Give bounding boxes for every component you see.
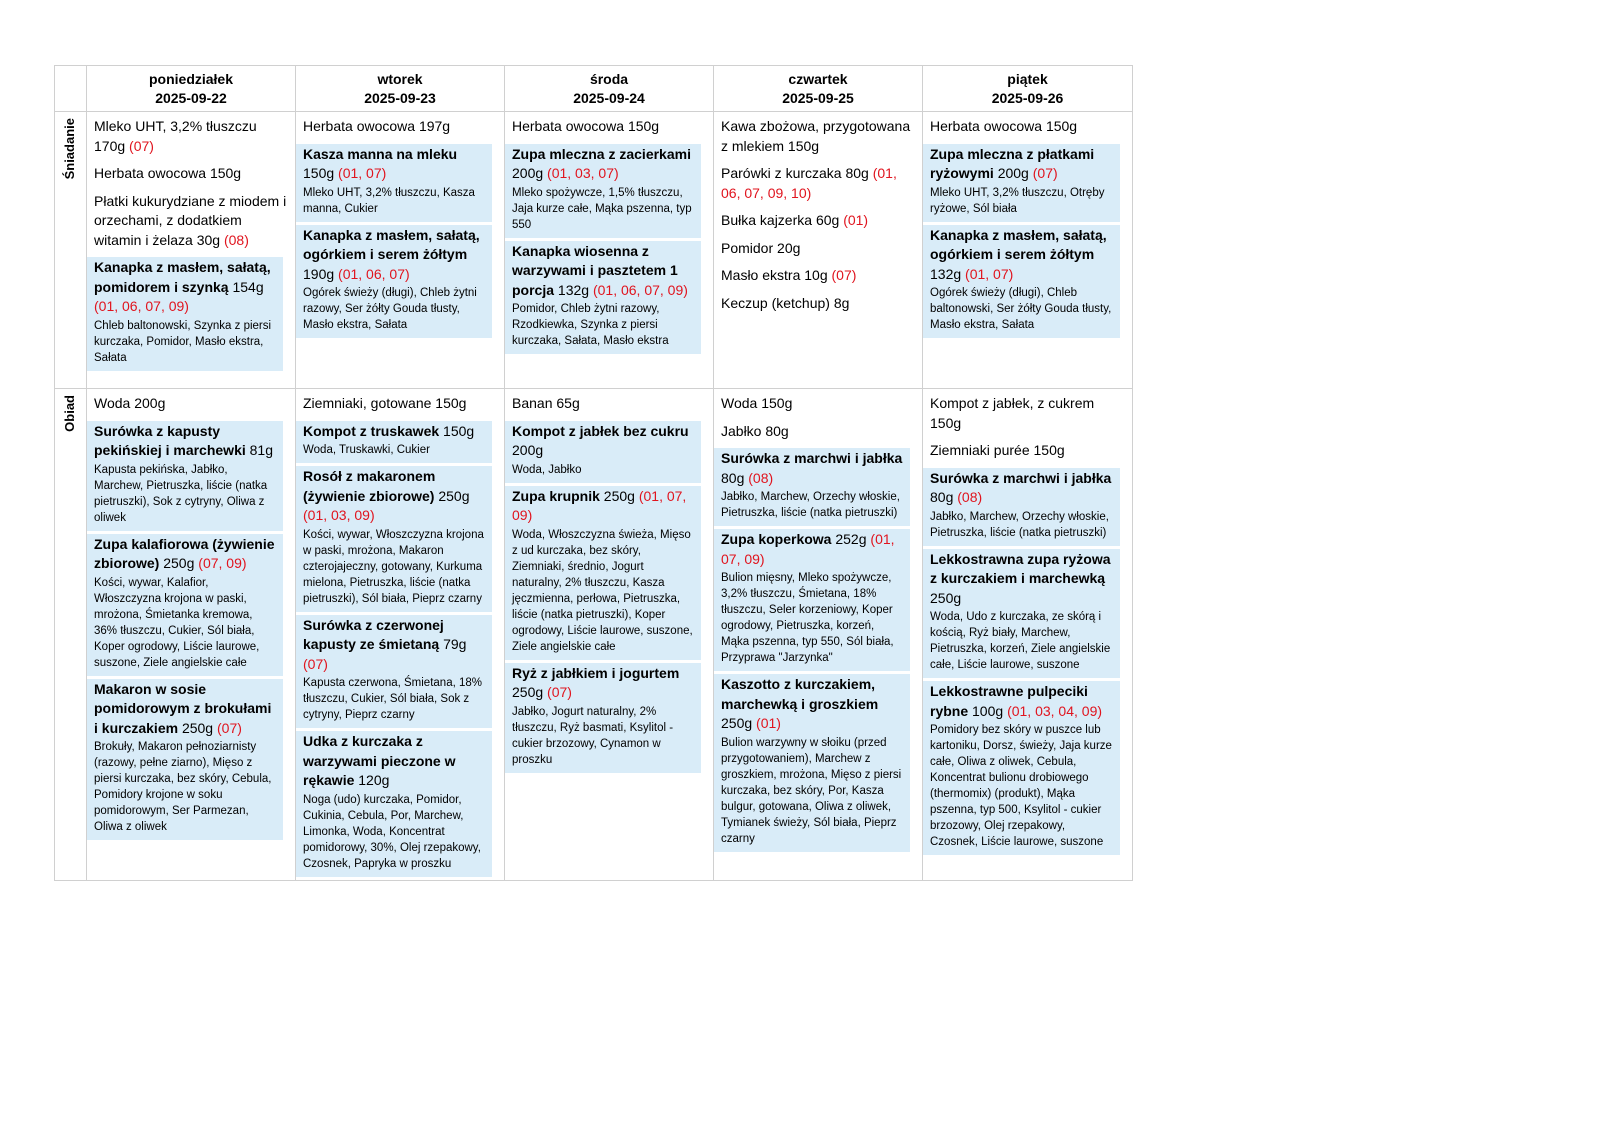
menu-item — [923, 116, 1132, 141]
portion: 150g — [627, 118, 660, 134]
menu-item — [714, 163, 922, 207]
day-cell — [296, 389, 505, 881]
dish-name: Kawa zbożowa, przygotowana z mlekiem — [721, 118, 911, 154]
menu-item — [923, 549, 1120, 679]
menu-item — [296, 225, 492, 339]
dish-name: Bułka kajzerka — [721, 212, 813, 228]
day-cell — [87, 112, 296, 389]
dish-name: Herbata owocowa — [930, 118, 1043, 134]
menu-item — [296, 731, 492, 877]
portion: 250g — [438, 487, 470, 504]
day-cell — [714, 389, 923, 881]
dish-name: Kompot z truskawek — [303, 422, 440, 439]
portion: 30g — [196, 231, 221, 248]
allergens: (01, 03, 04, 09) — [1007, 702, 1103, 719]
day-name: piątek — [1007, 71, 1048, 87]
dish-name: Jabłko — [721, 422, 762, 439]
day-cell — [714, 112, 923, 389]
meal-row-breakfast — [55, 112, 1133, 389]
allergens: (07) — [1032, 165, 1058, 181]
dish-name: Ziemniaki purée — [930, 442, 1030, 458]
allergens: (08) — [223, 231, 249, 248]
dish-name: Kanapka wiosenna z warzywami i pasztetem 1 porcja — [512, 242, 678, 298]
allergens: (08) — [957, 489, 983, 505]
menu-item — [714, 674, 910, 852]
menu-item — [923, 144, 1120, 222]
portion: 150g — [787, 137, 820, 154]
allergens: (07) — [831, 267, 857, 283]
portion: 200g — [512, 165, 544, 181]
day-cell — [505, 389, 714, 881]
day-header — [87, 66, 296, 112]
ingredients: Jabłko, Jogurt naturalny, 2% tłuszczu, Ryż basmati, Ksylitol - cukier brzozowy, Cynamon w proszku — [512, 705, 674, 766]
dish-name: Herbata owocowa — [94, 165, 207, 181]
ingredients: Ogórek świeży (długi), Chleb żytni razowy, Ser żółty Gouda tłusty, Masło ekstra, Sałata — [303, 287, 477, 331]
portion: 200g — [134, 395, 166, 411]
portion: 150g — [303, 165, 335, 181]
portion: 80g — [721, 469, 745, 486]
menu-item — [923, 468, 1120, 546]
meal-label-cell — [55, 389, 87, 881]
menu-item — [87, 257, 283, 371]
meal-label: Obiad — [62, 395, 77, 432]
menu-item — [714, 529, 910, 671]
day-cell — [87, 389, 296, 881]
menu-item — [923, 440, 1132, 465]
menu-item — [714, 116, 922, 160]
dish-name: Kanapka z masłem, sałatą, pomidorem i szynką — [94, 259, 271, 295]
allergens: (01) — [756, 715, 781, 731]
menu-item — [505, 421, 701, 483]
allergens: (07) — [217, 719, 242, 736]
menu-item — [923, 393, 1132, 437]
ingredients: Brokuły, Makaron pełnoziarnisty (razowy, pełne ziarno), Mięso z piersi kurczaka, bez skóry, Cebula, Pomidory krojone w soku pomidorowym, Ser Parmezan, Oliwa z oliwek — [94, 741, 272, 833]
portion: 150g — [1033, 442, 1065, 458]
ingredients: Kości, wywar, Kalafior, Włoszczyzna krojona w paski, mrożona, Śmietanka kremowa, 36% tłuszczu, Cukier, Sól biała, Koper ogrodowy, Liście laurowe, suszone, Ziele angielskie całe — [94, 576, 260, 669]
dish-name: Zupa mleczna z zacierkami — [512, 145, 691, 162]
day-name: środa — [589, 71, 629, 87]
corner-cell — [55, 66, 87, 112]
meal-row-lunch — [55, 389, 1133, 881]
menu-item — [505, 393, 713, 418]
dish-name: Kompot z jabłek bez cukru — [512, 422, 689, 439]
menu-item — [714, 293, 922, 318]
allergens: (01) — [843, 212, 869, 228]
portion: 80g — [930, 489, 954, 505]
portion: 150g — [930, 414, 962, 431]
day-date: 2025-09-26 — [991, 90, 1064, 106]
day-header — [296, 66, 505, 112]
menu-item — [296, 393, 504, 418]
menu-item — [296, 466, 492, 612]
dish-name: Woda — [721, 395, 758, 411]
ingredients: Pomidor, Chleb żytni razowy, Rzodkiewka, Szynka z piersi kurczaka, Sałata, Masło ekstra — [512, 303, 669, 347]
dish-name: Kasza manna na mleku — [303, 145, 458, 162]
allergens: (01, 07, 09) — [512, 487, 687, 523]
dish-name: Kaszotto z kurczakiem, marchewką i groszkiem — [721, 676, 879, 712]
portion: 81g — [249, 442, 273, 458]
menu-item — [505, 486, 701, 660]
dish-name: Zupa koperkowa — [721, 531, 832, 547]
allergens: (07, 09) — [198, 555, 247, 571]
allergens: (01, 03, 09) — [303, 507, 375, 523]
day-date: 2025-09-22 — [155, 90, 227, 106]
dish-name: Makaron w sosie pomidorowym z brokułami i kurczakiem — [94, 680, 272, 736]
portion: 250g — [163, 555, 195, 571]
menu-item — [87, 163, 295, 188]
allergens: (01, 07) — [338, 165, 387, 181]
menu-item — [714, 238, 922, 263]
portion: 100g — [972, 702, 1004, 719]
portion: 250g — [512, 684, 544, 700]
menu-item — [505, 663, 701, 773]
day-header — [714, 66, 923, 112]
dish-name: Ziemniaki, gotowane — [303, 395, 432, 411]
meal-label: Śniadanie — [62, 118, 77, 180]
dish-name: Surówka z czerwonej kapusty ze śmietaną — [303, 616, 444, 652]
dish-name: Surówka z marchwi i jabłka — [721, 450, 903, 466]
day-cell — [923, 112, 1133, 389]
day-name: czwartek — [788, 71, 848, 87]
day-cell — [923, 389, 1133, 881]
dish-name: Kanapka z masłem, sałatą, ogórkiem i serem żółtym — [303, 226, 480, 262]
ingredients: Kości, wywar, Włoszczyzna krojona w paski, mrożona, Makaron czterojajeczny, gotowany, Kurkuma mielona, Pietruszka, liście (natka pietruszki), Sól biała, Pieprz czarny — [303, 528, 484, 605]
allergens: (01, 07, 09) — [721, 531, 895, 567]
dish-name: Surówka z marchwi i jabłka — [930, 469, 1112, 486]
dish-name: Woda — [94, 395, 131, 411]
menu-item — [87, 191, 295, 255]
dish-name: Parówki z kurczaka — [721, 165, 842, 181]
allergens: (07) — [303, 655, 328, 672]
portion: 120g — [358, 772, 390, 788]
ingredients: Bulion warzywny w słoiku (przed przygotowaniem), Marchew z groszkiem, mrożona, Mięso z piersi kurczaka, bez skóry, Por, Kasza bulgur, gotowana, Oliwa z oliwek, Tymianek świeży, Sól biała, Pieprz czarny — [721, 736, 902, 845]
dish-name: Lekkostrawne pulpeciki rybne — [930, 683, 1088, 719]
menu-item — [505, 144, 701, 238]
portion: 132g — [930, 265, 962, 282]
menu-item — [87, 679, 283, 841]
day-date: 2025-09-23 — [364, 90, 436, 106]
portion: 20g — [777, 239, 801, 256]
portion: 150g — [443, 422, 475, 439]
menu-item — [505, 116, 713, 141]
ingredients: Bulion mięsny, Mleko spożywcze, 3,2% tłuszczu, Śmietana, 18% tłuszczu, Seler korzeniowy, Koper ogrodowy, Pietruszka, korzeń, Mąka pszenna, typ 550, Sól biała, Przyprawa "Jarzynka" — [721, 572, 894, 664]
portion: 252g — [835, 531, 867, 547]
dish-name: Masło ekstra — [721, 267, 801, 283]
day-name: poniedziałek — [148, 71, 234, 87]
portion: 250g — [721, 715, 753, 731]
menu-item — [296, 421, 492, 464]
dish-name: Banan — [512, 395, 553, 411]
dish-name: Płatki kukurydziane z miodem i orzechami, z dodatkiem witamin i żelaza — [94, 192, 287, 248]
portion: 200g — [997, 165, 1029, 181]
portion: 150g — [761, 395, 793, 411]
portion: 250g — [603, 487, 635, 504]
ingredients: Woda, Udo z kurczaka, ze skórą i kością, Ryż biały, Marchew, Pietruszka, korzeń, Ziele angielskie całe, Liście laurowe, suszone — [930, 611, 1111, 671]
ingredients: Noga (udo) kurczaka, Pomidor, Cukinia, Cebula, Por, Marchew, Limonka, Woda, Koncentrat pomidorowy, 30%, Olej rzepakowy, Czosnek, Papryka w proszku — [303, 793, 481, 870]
portion: 190g — [303, 265, 335, 282]
day-header — [923, 66, 1133, 112]
dish-name: Mleko UHT, 3,2% tłuszczu — [94, 118, 257, 134]
menu-table — [54, 65, 1133, 881]
menu-item — [296, 615, 492, 729]
ingredients: Kapusta czerwona, Śmietana, 18% tłuszczu, Cukier, Sól biała, Sok z cytryny, Pieprz czarny — [303, 677, 482, 721]
dish-name: Zupa krupnik — [512, 487, 600, 504]
menu-item — [714, 448, 910, 526]
dish-name: Lekkostrawna zupa ryżowa z kurczakiem i marchewką — [930, 550, 1111, 586]
ingredients: Woda, Jabłko — [512, 463, 582, 476]
portion: 150g — [1045, 118, 1078, 134]
dish-name: Pomidor — [721, 239, 774, 256]
allergens: (01, 06, 07) — [338, 265, 410, 282]
portion: 150g — [209, 165, 242, 181]
day-name: wtorek — [377, 71, 423, 87]
dish-name: Ryż z jabłkiem i jogurtem — [512, 664, 680, 681]
ingredients: Jabłko, Marchew, Orzechy włoskie, Pietruszka, liście (natka pietruszki) — [930, 510, 1109, 539]
portion: 8g — [833, 294, 850, 311]
menu-item — [923, 681, 1120, 855]
day-cell — [296, 112, 505, 389]
allergens: (08) — [748, 469, 774, 486]
portion: 80g — [845, 165, 869, 181]
portion: 150g — [435, 395, 467, 411]
menu-item — [87, 393, 295, 418]
menu-item — [296, 116, 504, 141]
ingredients: Chleb baltonowski, Szynka z piersi kurczaka, Pomidor, Masło ekstra, Sałata — [94, 319, 272, 364]
dish-name: Zupa mleczna z płatkami ryżowymi — [930, 145, 1095, 181]
dish-name: Rosół z makaronem (żywienie zbiorowe) — [303, 468, 436, 504]
portion: 132g — [557, 281, 590, 298]
portion: 200g — [512, 442, 544, 458]
portion: 250g — [930, 589, 962, 606]
meal-label-cell — [55, 112, 87, 389]
menu-item — [714, 393, 922, 418]
ingredients: Jabłko, Marchew, Orzechy włoskie, Pietruszka, liście (natka pietruszki) — [721, 491, 900, 519]
menu-item — [714, 421, 922, 446]
dish-name: Zupa kalafiorowa (żywienie zbiorowe) — [94, 535, 275, 571]
dish-name: Kanapka z masłem, sałatą, ogórkiem i serem żółtym — [930, 226, 1107, 262]
menu-item — [714, 265, 922, 290]
header-row — [55, 66, 1133, 112]
ingredients: Woda, Włoszczyzna świeża, Mięso z ud kurczaka, bez skóry, Ziemniaki, średnio, Jogurt naturalny, 2% tłuszczu, Kasza jęczmienna, perłowa, Pietruszka, liście (natka pietruszki), Koper ogrodowy, Liście laurowe, suszone, Ziele angielskie całe — [512, 528, 693, 653]
portion: 170g — [94, 137, 126, 154]
portion: 250g — [181, 719, 214, 736]
menu-item — [87, 534, 283, 676]
day-date: 2025-09-24 — [573, 90, 645, 106]
portion: 65g — [556, 395, 580, 411]
dish-name: Keczup (ketchup) — [721, 294, 830, 311]
allergens: (01, 06, 07, 09) — [592, 281, 688, 298]
day-date: 2025-09-25 — [782, 90, 854, 106]
dish-name: Herbata owocowa — [303, 118, 416, 134]
ingredients: Mleko spożywcze, 1,5% tłuszczu, Jaja kurze całe, Mąka pszenna, typ 550 — [512, 186, 692, 231]
ingredients: Pomidory bez skóry w puszce lub kartoniku, Dorsz, świeży, Jaja kurze całe, Oliwa z oliwek, Cebula, Koncentrat bulionu drobiowego (thermomix) (produkt), Mąka pszenna, typ 500, Ksylitol - cukier brzozowy, Olej rzepakowy, Czosnek, Liście laurowe, suszone — [930, 724, 1112, 848]
ingredients: Woda, Truskawki, Cukier — [303, 444, 430, 456]
dish-name: Surówka z kapusty pekińskiej i marchewki — [94, 422, 246, 458]
portion: 60g — [815, 212, 840, 228]
portion: 197g — [418, 118, 451, 134]
ingredients: Kapusta pekińska, Jabłko, Marchew, Pietruszka, liście (natka pietruszki), Sok z cytryny, Oliwa z oliwek — [94, 463, 268, 524]
dish-name: Herbata owocowa — [512, 118, 625, 134]
ingredients: Ogórek świeży (długi), Chleb baltonowski, Ser żółty Gouda tłusty, Masło ekstra, Sałata — [930, 287, 1112, 331]
allergens: (01, 06, 07, 09) — [94, 298, 189, 314]
allergens: (01, 06, 07, 09, 10) — [721, 165, 897, 201]
portion: 80g — [765, 422, 789, 439]
menu-item — [714, 210, 922, 235]
ingredients: Mleko UHT, 3,2% tłuszczu, Kasza manna, Cukier — [303, 186, 475, 215]
menu-item — [505, 241, 701, 355]
day-cell — [505, 112, 714, 389]
allergens: (01, 07) — [965, 265, 1014, 282]
dish-name: Udka z kurczaka z warzywami pieczone w rękawie — [303, 733, 456, 788]
allergens: (07) — [547, 684, 572, 700]
allergens: (07) — [129, 137, 154, 154]
portion: 79g — [443, 636, 467, 652]
portion: 10g — [804, 267, 828, 283]
menu-item — [87, 116, 295, 160]
menu-item — [87, 421, 283, 531]
menu-item — [296, 144, 492, 222]
dish-name: Kompot z jabłek, z cukrem — [930, 395, 1095, 411]
menu-item — [923, 225, 1120, 339]
ingredients: Mleko UHT, 3,2% tłuszczu, Otręby ryżowe, Sól biała — [930, 186, 1105, 215]
day-header — [505, 66, 714, 112]
portion: 154g — [232, 278, 264, 295]
allergens: (01, 03, 07) — [547, 165, 619, 181]
